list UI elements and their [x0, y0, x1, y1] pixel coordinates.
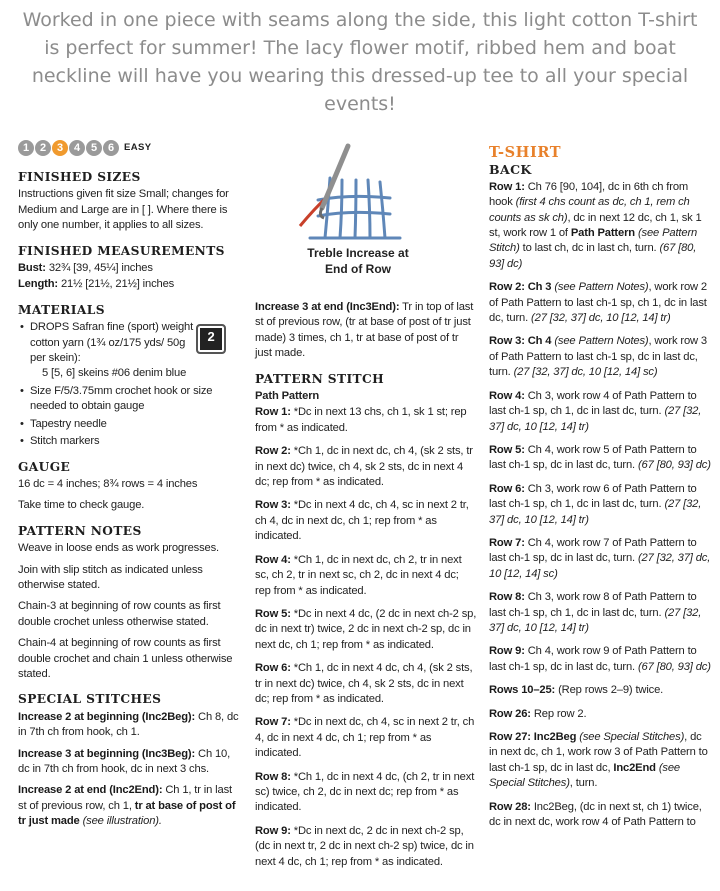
back-rows-10-25 [489, 683, 711, 698]
gauge-check: Take time to check gauge. [18, 499, 145, 512]
back-row-4-count: (27 [32, 37] dc, 10 [12, 14] tr) [489, 405, 702, 433]
back-row-9-text: Ch 4, work row 9 of Path Pattern to last ch-1 sp, dc in last dc, turn. [489, 645, 697, 673]
back-row-2-text: , work row 2 of Path Pattern to last ch-1 sp, ch 1, dc in last dc, turn. [489, 281, 708, 325]
back-row-6-count: (27 [32, 37] dc, 10 [12, 14] tr) [489, 498, 702, 526]
pattern-stitch-heading: PATTERN STITCH [255, 371, 385, 386]
length-value: 21½ [21½, 21½] inches [60, 278, 175, 291]
gauge-text: 16 dc = 4 inches; 8¾ rows = 4 inches [18, 477, 198, 490]
back-row-8-text: Ch 3, work row 8 of Path Pattern to last ch-1 sp, ch 1, dc in last dc, turn. [489, 591, 697, 619]
special-stitches-heading: SPECIAL STITCHES [18, 692, 162, 707]
materials-needle: • Tapestry needle [30, 417, 240, 432]
path-pattern-subheading: Path Pattern [255, 390, 320, 403]
back-row-4-label: Row 4: [489, 389, 525, 402]
inc3beg [18, 747, 240, 778]
inc2beg-text: Ch 8, dc in 7th ch from hook, ch 1. [18, 710, 239, 739]
illustration-caption: Treble Increase at End of Row [307, 246, 409, 276]
back-row-6 [489, 482, 711, 528]
inc2end [18, 783, 240, 829]
back-row-4-text: Ch 3, work row 4 of Path Pattern to last ch-1 sp, ch 1, dc in last dc, turn. [489, 389, 697, 418]
ps-row-5-text: *Dc in next 4 dc, (2 dc in next ch-2 sp, dc in next tr) twice, 2 dc in next ch-2 sp, dc in next dc, ch 1; rep from * as indicated. [255, 607, 477, 651]
note-1: Weave in loose ends as work progresses. [18, 542, 220, 555]
back-row-3 [489, 334, 711, 380]
back-row-2 [489, 280, 711, 326]
back-row-7-count: (27 [32, 37] dc, 10 [12, 14] sc) [489, 552, 711, 580]
right-column [489, 145, 711, 838]
gauge-heading: GAUGE [18, 459, 71, 474]
inc2end-italic: (see illustration). [82, 815, 162, 828]
back-row-1-note-2: (see Pattern Stitch) [489, 227, 698, 255]
level-6: 6 [103, 140, 119, 156]
back-row-3-note: (see Pattern Notes) [554, 335, 649, 348]
back-row-26 [489, 707, 711, 722]
inc3end-label: Increase 3 at end (Inc3End): [255, 301, 400, 313]
back-row-26-text: Rep row 2. [533, 707, 587, 720]
materials-list [18, 320, 240, 449]
back-row-7-text: Ch 4, work row 7 of Path Pattern to last ch-1 sp, dc in last dc, turn. [489, 536, 697, 565]
bust-line [18, 261, 240, 276]
ps-row-6-label: Row 6: [255, 662, 291, 675]
back-row-1-text-b: , dc in next 12 dc, ch 1, sk 1 st, work row 1 of [489, 211, 702, 240]
back-row-27-note: (see Special Stitches) [579, 731, 685, 743]
intro-text: Worked in one piece with seams along the side, this light cotton T-shirt is perfect for summer! The lacy flower motif, ribbed hem and boat neckline will have you wearing this dressed-up tee to all your special events! [22, 9, 698, 115]
back-rows-10-25-label: Rows 10–25: [489, 684, 556, 697]
bust-value: 32¾ [39, 45¼] inches [48, 262, 153, 275]
skill-level [18, 140, 240, 156]
back-row-27-text: , dc in next dc, ch 1, work row 3 of Path Pattern to last ch-1 sp, dc in last dc, [489, 731, 708, 774]
ps-row-3 [255, 498, 477, 544]
back-row-2-label: Row 2: Ch 3 [489, 281, 552, 294]
back-row-4 [489, 389, 711, 435]
back-row-27 [489, 730, 711, 792]
back-row-27-text-b: , turn. [569, 777, 598, 790]
tshirt-title: T-SHIRT [489, 144, 562, 161]
ps-row-1 [255, 405, 477, 436]
back-row-5-count: (67 [80, 93] dc) [637, 459, 711, 472]
inc2beg [18, 710, 240, 741]
back-row-8 [489, 590, 711, 636]
inc2beg-label: Increase 2 at beginning (Inc2Beg): [18, 710, 196, 723]
length-label: Length: [18, 278, 58, 291]
ps-row-8-label: Row 8: [255, 770, 291, 783]
back-row-1-bold: Path Pattern [570, 227, 635, 240]
note-4: Chain-4 at beginning of row counts as first double crochet and chain 1 unless otherwise stated. [18, 637, 233, 680]
length-line [18, 277, 240, 292]
ps-row-4 [255, 553, 477, 599]
back-row-6-text: Ch 3, work row 6 of Path Pattern to last ch-1 sp, ch 1, dc in last dc, turn. [489, 482, 697, 511]
back-row-7 [489, 536, 711, 582]
back-row-28-text: Inc2Beg, (dc in next st, ch 1) twice, dc in next dc, work row 4 of Path Pattern to [489, 800, 702, 829]
back-row-27-note-2: (see Special Stitches) [489, 761, 680, 790]
materials-yarn [30, 320, 240, 382]
inc3beg-label: Increase 3 at beginning (Inc3Beg): [18, 747, 196, 760]
back-row-9-label: Row 9: [489, 645, 525, 658]
yarn-weight-number: 2 [207, 329, 215, 345]
ps-row-6-text: *Ch 1, dc in next 4 dc, ch 4, (sk 2 sts, tr in next dc) twice, ch 4, sk 2 sts, dc in next dc; rep from * as indicated. [255, 662, 473, 705]
materials-heading: MATERIALS [18, 302, 105, 317]
inc2end-label: Increase 2 at end (Inc2End): [18, 784, 163, 797]
ps-row-4-text: *Ch 1, dc in next dc, ch 2, tr in next sc, ch 2, tr in next sc, ch 2, dc in next 4 dc; rep from * as indicated. [255, 553, 462, 597]
back-row-26-label: Row 26: [489, 707, 531, 720]
bust-label: Bust: [18, 262, 46, 275]
back-row-5 [489, 443, 711, 474]
back-row-28 [489, 800, 711, 831]
back-row-6-label: Row 6: [489, 482, 525, 495]
ps-row-9-text: *Dc in next dc, 2 dc in next ch-2 sp, (dc in next tr, 2 dc in next ch-2 sp) twice, dc in next 4 dc, ch 1; rep from * as indicated. [255, 824, 474, 868]
back-row-8-count: (27 [32, 37] dc, 10 [12, 14] tr) [489, 606, 702, 634]
back-row-1-text-c: to last ch, dc in last ch, turn. [522, 242, 657, 255]
back-row-1-count: (67 [80, 93] dc) [489, 242, 697, 270]
materials-markers: • Stitch markers [30, 434, 240, 449]
inc2end-text: Ch 1, tr in last st of previous row, ch 1, [18, 784, 232, 812]
level-5: 5 [86, 140, 102, 156]
ps-row-3-text: *Dc in next 4 dc, ch 4, sc in next 2 tr, ch 4, dc in next dc, ch 1; rep from * as indicated. [255, 499, 469, 543]
level-4: 4 [69, 140, 85, 156]
back-row-9-count: (67 [80, 93] dc) [637, 660, 711, 673]
yarn-text: DROPS Safran fine (sport) weight cotton yarn (1¾ oz/175 yds/ 50g per skein): [30, 321, 194, 365]
ps-row-8 [255, 770, 477, 816]
ps-row-2-label: Row 2: [255, 445, 291, 458]
level-3-active: 3 [52, 140, 68, 156]
finished-sizes-heading: FINISHED SIZES [18, 170, 141, 184]
yarn-weight-icon [196, 324, 226, 354]
back-row-27-label: Row 27: Inc2Beg [489, 731, 577, 743]
pattern-notes-heading: PATTERN NOTES [18, 523, 142, 538]
inc2end-bold: tr at base of post of tr just made [18, 799, 236, 828]
level-label: EASY [124, 142, 152, 154]
inc3end-text: Tr in top of last st of previous row, (tr at base of post of tr just made) 3 times, ch 1, tr at base of post of tr just made. [255, 301, 474, 360]
back-row-3-count: (27 [32, 37] dc, 10 [12, 14] sc) [513, 366, 658, 379]
back-row-28-label: Row 28: [489, 800, 531, 813]
back-row-5-text: Ch 4, work row 5 of Path Pattern to last ch-1 sp, dc in last dc, turn. [489, 443, 697, 472]
inc3beg-text: Ch 10, dc in 7th ch from hook, dc in next 3 chs. [18, 747, 231, 775]
back-row-1-text-a: Ch 76 [90, 104], dc in 6th ch from hook [489, 180, 689, 209]
ps-row-9 [255, 824, 477, 870]
ps-row-6 [255, 661, 477, 707]
ps-row-1-text: *Dc in next 13 chs, ch 1, sk 1 st; rep from * as indicated. [255, 406, 467, 434]
ps-row-7 [255, 715, 477, 761]
back-row-2-note: (see Pattern Notes) [554, 281, 649, 294]
level-2: 2 [35, 140, 51, 156]
back-row-1 [489, 180, 711, 272]
middle-column [255, 300, 477, 878]
ps-row-2-text: *Ch 1, dc in next dc, ch 4, (sk 2 sts, tr in next dc) twice, ch 4, sk 2 sts, dc in next 4 dc; rep from * as indicated. [255, 445, 473, 489]
yarn-amount: 5 [5, 6] skeins #06 denim blue [42, 367, 187, 380]
ps-row-7-label: Row 7: [255, 716, 291, 729]
measurements-heading: FINISHED MEASUREMENTS [18, 243, 225, 258]
ps-row-1-label: Row 1: [255, 406, 291, 419]
ps-row-3-label: Row 3: [255, 499, 291, 512]
ps-row-2 [255, 444, 477, 490]
note-2: Join with slip stitch as indicated unless otherwise stated. [18, 563, 203, 591]
ps-row-9-label: Row 9: [255, 824, 291, 837]
ps-row-8-text: *Ch 1, dc in next 4 dc, (ch 2, tr in next sc) twice, ch 2, dc in next dc; rep from * as indicated. [255, 770, 475, 814]
left-column [18, 140, 240, 836]
back-row-8-label: Row 8: [489, 591, 525, 604]
inc3end [255, 300, 477, 362]
ps-row-5-label: Row 5: [255, 607, 291, 620]
finished-sizes-text: Instructions given fit size Small; changes for Medium and Large are in [ ]. Where there is only one number, it applies to all sizes. [18, 188, 229, 232]
ps-row-4-label: Row 4: [255, 553, 291, 566]
back-subheading: BACK [489, 162, 532, 178]
back-row-7-label: Row 7: [489, 536, 525, 549]
back-row-2-count: (27 [32, 37] dc, 10 [12, 14] tr) [531, 312, 671, 325]
back-row-9 [489, 644, 711, 675]
back-row-3-text: , work row 3 of Path Pattern to last ch-1 sp, dc in last dc, turn. [489, 335, 708, 379]
back-rows-10-25-text: (Rep rows 2–9) twice. [558, 684, 664, 697]
materials-hook: • Size F/5/3.75mm crochet hook or size needed to obtain gauge [30, 384, 240, 415]
ps-row-7-text: *Dc in next dc, ch 4, sc in next 2 tr, ch 4, dc in next 4 dc, ch 1; rep from * as indicated. [255, 716, 475, 760]
ps-row-5 [255, 607, 477, 653]
back-row-1-note: (first 4 chs count as dc, ch 1, rem ch counts as sk ch) [489, 196, 690, 224]
note-3: Chain-3 at beginning of row counts as first double crochet unless otherwise stated. [18, 600, 221, 628]
back-row-3-label: Row 3: Ch 4 [489, 335, 552, 348]
back-row-1-label: Row 1: [489, 180, 525, 193]
back-row-5-label: Row 5: [489, 443, 525, 456]
back-row-27-bold: Inc2End [613, 761, 656, 774]
level-1: 1 [18, 140, 34, 156]
